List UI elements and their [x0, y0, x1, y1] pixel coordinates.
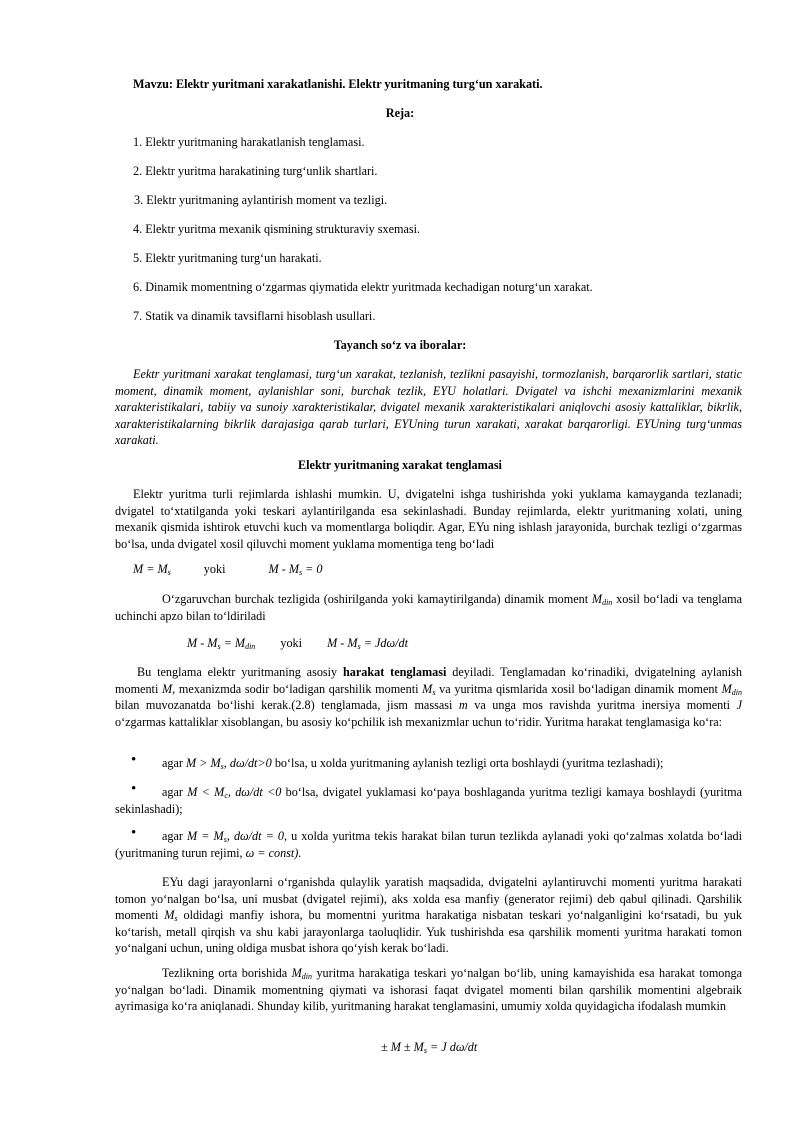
bullet-icon: •	[131, 781, 137, 797]
paragraph-4: EYu dagi jarayonlarni o‘rganishda qulaylik yaratish maqsadida, dvigatelni aylantiruvchi momenti yuritma harakati tomon yo‘nalgan bo‘lsa, uni musbat (dvigatel rejimi), aks xolda esa manfiy (generator rejimi) deb qabul qilinadi. Qarshilik momenti $M_s$ oldidagi manfiy ishora, bu momentni yuritma harakatiga nisbatan teskari yo‘nalganligini ko‘rsatadi, bu yuk ko‘tarish, metall qirqish va shu kabi jarayonlarga taoluqlidir. Yuk tushirishda esa qarshilik momenti yuritma harakati tomon yo‘nalgani uchun, uning oldiga musbat ishora qo‘yish kerak bo‘ladi.	[115, 875, 742, 956]
topic-heading: Mavzu: Elektr yuritmani xarakatlanishi. Elektr yuritmaning turg‘un xarakati.	[133, 77, 543, 91]
equation-3: ± $M \pm M_s = J$ dω/dt	[381, 1040, 478, 1055]
equation-1: $M = M_s$ yoki $M - M_s = 0$	[133, 562, 323, 577]
plan-item: 4. Elektr yuritma mexanik qismining strukturaviy sxemasi.	[133, 222, 421, 236]
plan-item: 1. Elektr yuritmaning harakatlanish tenglamasi.	[133, 135, 365, 149]
equation-2: $M - M_s = M_{din}$ yoki $M - M_s = Jd\omega/dt$	[187, 636, 408, 651]
plan-item: 7. Statik va dinamik tavsiflarni hisoblash usullari.	[133, 309, 376, 323]
plan-item: 2. Elektr yuritma harakatining turg‘unlik shartlari.	[133, 164, 378, 178]
bullet-icon: •	[131, 825, 137, 841]
keywords-title: Tayanch so‘z va iboralar:	[333, 338, 467, 352]
section-title: Elektr yuritmaning xarakat tenglamasi	[298, 458, 502, 472]
bullet-item-1: agar $M > M_s$, dω/dt>0 bo‘lsa, u xolda yuritmaning aylanish tezligi orta boshlaydi (yuritma tezlashadi);	[162, 756, 664, 771]
paragraph-5: Tezlikning orta borishida $M_{din}$ yuritma harakatiga teskari yo‘nalgan bo‘lib, uning kamayishida esa harakat tomonga yo‘nalgan bo‘ladi. Dinamik momentning qiymati va ishorasi faqat dvigatel momenti bilan qarshilik momentini algebraik ayrimasiga ko‘ra aniqlanadi. Shunday kilib, yuritmaning harakat tenglamasini, umumiy xolda quyidagicha ifodalash mumkin	[115, 966, 742, 1014]
bullet-item-2: agar $M < M_c$, dω/dt <0 bo‘lsa, dvigatel yuklamasi ko‘paya boshlaganda yuritma tezligi kamaya boshlaydi (yuritma sekinlashadi);	[115, 785, 742, 816]
paragraph-3: Bu tenglama elektr yuritmaning asosiy harakat tenglamasi deyiladi. Tenglamadan ko‘rinadiki, dvigatelning aylanish momenti M, mexanizmda sodir bo‘ladigan qarshilik momenti $M_s$ va yuritma qismlarida xosil bo‘ladigan dinamik moment $M_{din}$ bilan muvozanatda bo‘lishi kerak.(2.8) tenglamada, jism massasi m va unga mos ravishda yuritma inersiya momenti J o‘zgarmas kattaliklar xisoblangan, bu asosiy ko‘pchilik ish mexanizmlar uchun to‘ridir. Yuritma harakat tenglamasiga ko‘ra:	[115, 665, 742, 729]
plan-title: Reja:	[385, 106, 415, 120]
bullet-item-3: agar $M = M_s$, dω/dt = 0, u xolda yuritma tekis harakat bilan turun tezlikda aylanadi yoki qo‘zalmas xolatda bo‘ladi (yuritmaning turun rejimi, ω = const).	[115, 829, 742, 860]
plan-item: 3. Elektr yuritmaning aylantirish moment va tezligi.	[134, 193, 388, 207]
plan-item: 6. Dinamik momentning o‘zgarmas qiymatida elektr yuritmada kechadigan noturg‘un xarakat.	[133, 280, 593, 294]
plan-item: 5. Elektr yuritmaning turg‘un harakati.	[133, 251, 322, 265]
paragraph-2: O‘zgaruvchan burchak tezligida (oshirilganda yoki kamaytirilganda) dinamik moment $M_{din}$ xosil bo‘ladi va tenglama uchinchi apzo bilan to‘ldiriladi	[115, 592, 742, 623]
bullet-icon: •	[131, 752, 137, 768]
paragraph-1: Elektr yuritma turli rejimlarda ishlashi mumkin. U, dvigatelni ishga tushirishda yoki yuklama kamayganda tezlanadi; dvigatel to‘xtatilganda yoki teskari aylantirilganda esa sekinlashadi. Bunday rejimlarda, elektr yuritmaning xolati, uning mexanik qismida ishtirok etuvchi kuch va momentlarga boliqdir. Agar, EYu ning ishlash jarayonida, burchak tezligi o‘zgarmas bo‘lsa, unda dvigatel xosil qiluvchi moment yuklama momentiga teng bo‘ladi	[115, 487, 742, 551]
keywords-paragraph: Eektr yuritmani xarakat tenglamasi, turg‘un xarakat, tezlanish, tezlikni pasayishi, tormozlanish, barqarorlik sartlari, static moment, dinamik moment, aylanishlar soni, burchak tezlik, EYU holatlari. Dvigatel va ishchi mexanizmlarini mexanik xarakteristikalari, tabiiy va sunoiy xarakteristikalar, dvigatel mexanik xarakteristikalari aniqlovchi asosiy kattaliklar, bikrlik, xarakteristikalarning bikrlik darajasiga qarab turlari, EYUning turun xarakati, xarakat barqarorligi. EYUning turg‘unmas xarakati.	[115, 367, 742, 448]
